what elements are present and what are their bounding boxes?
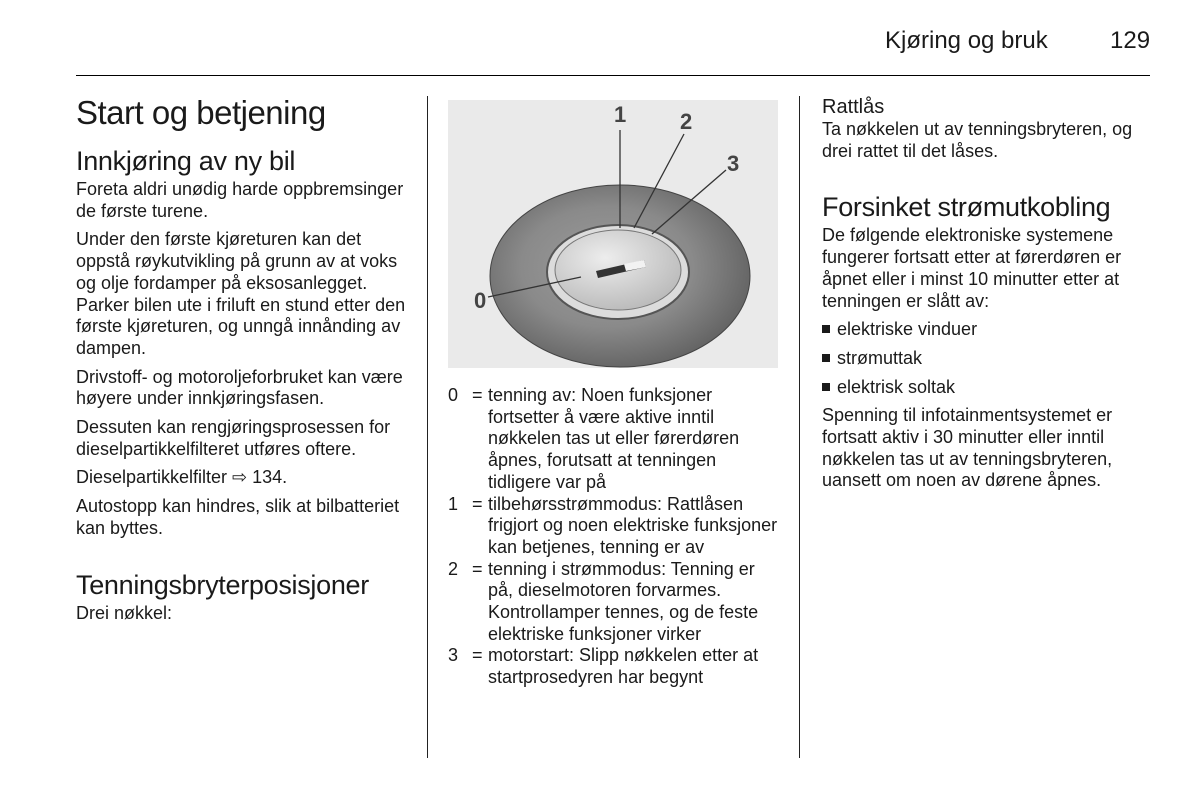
legend-equals: = bbox=[472, 558, 483, 579]
right-column bbox=[822, 96, 1162, 499]
paragraph: Ta nøkkelen ut av tenningsbryteren, og drei rattet til det låses. bbox=[822, 119, 1133, 161]
cross-reference[interactable]: Dieselpartikkelfilter ⇨ 134. bbox=[76, 467, 288, 488]
paragraph: Drei nøkkel: bbox=[76, 602, 173, 623]
legend-key: 1 bbox=[448, 493, 459, 514]
position-label-2: 2 bbox=[680, 109, 693, 134]
list-item bbox=[822, 319, 1162, 341]
legend-item bbox=[448, 494, 783, 559]
subsection-title-steering-lock: Rattlås bbox=[822, 96, 885, 118]
column-divider-right bbox=[799, 96, 800, 758]
middle-column bbox=[448, 96, 783, 689]
list-item-text: elektrisk soltak bbox=[837, 376, 956, 397]
paragraph: Foreta aldri unødig harde oppbremsinger de første turene. bbox=[76, 179, 404, 221]
page-number: 129 bbox=[1110, 27, 1151, 54]
list-item-text: strømuttak bbox=[837, 347, 923, 368]
legend-equals: = bbox=[472, 645, 483, 666]
position-label-0: 0 bbox=[474, 288, 487, 313]
paragraph: Drivstoff- og motoroljeforbruket kan være høyere under innkjøringsfasen. bbox=[76, 366, 403, 409]
bullet-icon bbox=[822, 354, 830, 362]
position-label-1: 1 bbox=[614, 102, 627, 127]
paragraph: Spenning til infotainmentsystemet er fortsatt aktiv i 30 minutter eller inntil nøkkelen tas ut av tenningsbryteren, uansett om noen av dørene åpnes. bbox=[822, 405, 1113, 491]
legend-item bbox=[448, 645, 783, 688]
legend-text: tenning i strømmodus: Tenning er på, dieselmotoren forvarmes. Kontrollamper tennes, og de feste elektriske funksjoner virker bbox=[488, 558, 759, 644]
legend-key: 2 bbox=[448, 558, 459, 579]
ignition-switch-figure bbox=[448, 100, 778, 368]
list-item-text: elektriske vinduer bbox=[837, 319, 978, 340]
paragraph: Under den første kjøreturen kan det oppstå røykutvikling på grunn av at voks og olje fordamper på eksosanlegget. Parker bilen ute i friluft en stund etter den første kjøreturen, og unngå innånding av dampen. bbox=[76, 229, 406, 358]
ignition-switch-illustration bbox=[448, 100, 778, 368]
header-title: Kjøring og bruk bbox=[885, 27, 1048, 54]
position-legend bbox=[448, 385, 783, 689]
column-divider-left bbox=[427, 96, 428, 758]
section-title-break-in: Innkjøring av ny bil bbox=[76, 146, 296, 176]
paragraph: Autostopp kan hindres, slik at bilbatteriet kan byttes. bbox=[76, 496, 400, 538]
legend-key: 0 bbox=[448, 385, 459, 405]
paragraph: De følgende elektroniske systemene fungerer fortsatt etter at førerdøren er åpnet eller i minst 10 minutter etter at tenningen er slått av: bbox=[822, 225, 1122, 311]
legend-text: motorstart: Slipp nøkkelen etter at startprosedyren har begynt bbox=[488, 645, 759, 688]
bullet-list bbox=[822, 319, 1162, 398]
legend-equals: = bbox=[472, 493, 483, 514]
paragraph: Dessuten kan rengjøringsprosessen for dieselpartikkelfilteret utføres oftere. bbox=[76, 417, 391, 459]
legend-item bbox=[448, 385, 783, 494]
list-item bbox=[822, 377, 1162, 399]
position-label-3: 3 bbox=[727, 151, 740, 176]
main-title: Start og betjening bbox=[76, 94, 326, 131]
legend-text: tilbehørsstrømmodus: Rattlåsen frigjort og noen elektriske funksjoner kan betjenes, tenning er av bbox=[488, 493, 778, 557]
left-column bbox=[76, 92, 406, 631]
legend-equals: = bbox=[472, 385, 483, 405]
list-item bbox=[822, 348, 1162, 370]
legend-key: 3 bbox=[448, 645, 459, 666]
section-title-ignition-positions: Tenningsbryterposisjoner bbox=[76, 569, 369, 600]
bullet-icon bbox=[822, 325, 830, 333]
legend-text: tenning av: Noen funksjoner fortsetter å være aktive inntil nøkkelen tas ut eller førerdøren åpnes, forutsatt at tenningen tidligere var på bbox=[488, 385, 740, 492]
section-title-delayed-power-off: Forsinket strømutkobling bbox=[822, 192, 1111, 223]
bullet-icon bbox=[822, 383, 830, 391]
header-rule bbox=[76, 75, 1150, 76]
legend-item bbox=[448, 559, 783, 646]
